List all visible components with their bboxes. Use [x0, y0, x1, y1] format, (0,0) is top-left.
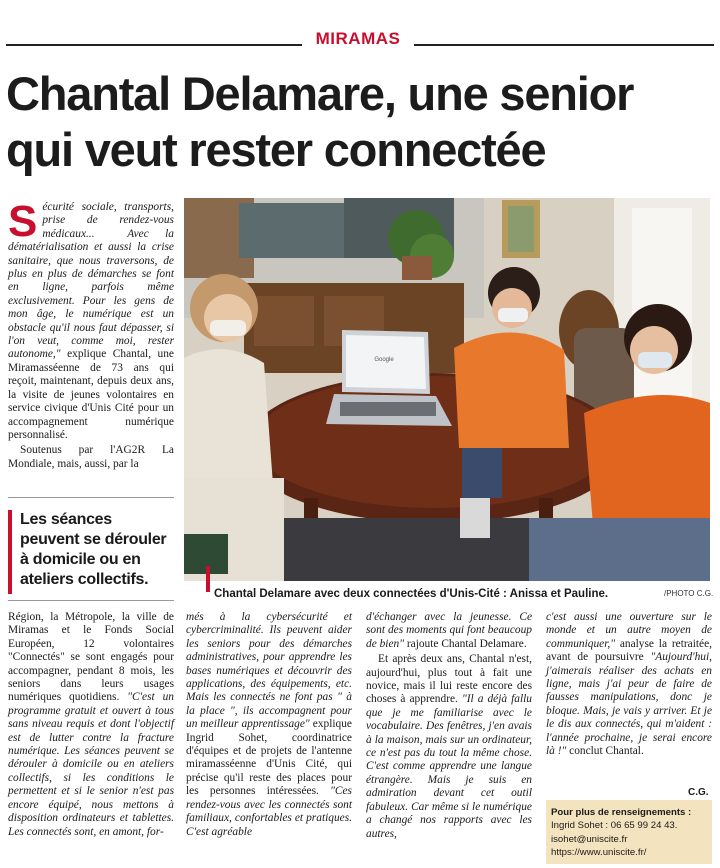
column-4-text-a: c'est aussi une ouverture sur le monde et un autre moyen de communiquer," — [546, 611, 712, 650]
lead-text-3: explique Chantal, une Miramasséenne de 73 ans qui reçoit, maintenant, depuis deux ans, la visite de jeunes volontaires en service civique d'Unis Cité pour un accompagnement numérique personnalisé. — [8, 348, 174, 441]
author-signature: C.G. — [688, 787, 709, 798]
column-1-text-b: "C'est un programme gratuit et ouvert à tous sans niveau requis et dont l'objectif est de lutter contre la fracture numérique. Les séances peuvent se dérouler à domicile ou en ateliers collectifs, si les conditions le permettent et si le senior n'est pas encore équipé, nous mettons à disposition ordinateurs et tablettes. Les connectés sont, en amont, for- — [8, 691, 174, 838]
info-box-email[interactable]: isohet@uniscite.fr — [551, 833, 628, 845]
section-rule-right — [414, 44, 714, 46]
info-box-title: Pour plus de renseignements : — [551, 807, 692, 818]
column-2-text-c: "Ces rendez-vous avec les connectés sont familiaux, confortables et pratiques. C'est agréable — [186, 785, 352, 838]
column-1-text-a: Région, la Métropole, la ville de Miramas et le Fonds Social Européen, 12 volontaires "Connectés" se sont engagés pour accompagner, pendant 8 mois, les seniors dans leurs usages numériques quotidiens. — [8, 611, 174, 704]
lead-text-4: Soutenus par l'AG2R La Mondiale, mais, aussi, par la — [8, 444, 174, 470]
info-box — [546, 800, 712, 864]
dropcap: S — [8, 197, 38, 246]
caption-bar — [206, 566, 210, 592]
column-4-text-b: analyse la retraitée, avant de poursuivre — [546, 637, 712, 664]
lead-quote: Avec la dématérialisation et aussi la crise sanitaire, que nous traversons, de plus en plus de démarches se font en ligne, parfois même exclusivement. Pour les gens de mon âge, le numérique est un obstacle qu'il nous faut dépasser, si l'on veut, comme moi, rester autonome," — [8, 227, 174, 361]
column-2-text-a: més à la cybersécurité et cybercriminalité. Ils peuvent aider les seniors pour des démarches administratives, pour apprendre les bases numériques et découvrir des applications, des équipements, etc. Mais les connectés ne font pas " à la place ", ils accompagnent pour un meilleur apprentissage" — [186, 611, 352, 731]
column-3 — [366, 611, 532, 841]
photo-caption: Chantal Delamare avec deux connectées d'Unis-Cité : Anissa et Pauline. — [214, 588, 609, 600]
column-2-text-b: explique Ingrid Sohet, coordinatrice d'équipes et de projets de l'antenne miramasséenne d'Unis Cité, qui précise qu'il reste des places pour les personnes intéressées. — [186, 718, 352, 798]
photo-credit: /PHOTO C.G. — [664, 589, 714, 598]
column-3-text-c: Et après deux ans, Chantal n'est, aujourd'hui, plus tout à fait une novice, mais il lui reste encore des choses à apprendre. — [366, 653, 532, 706]
headline-line-1: Chantal Delamare, une senior — [6, 67, 634, 120]
column-1 — [8, 611, 174, 839]
column-2 — [186, 611, 352, 839]
info-box-url[interactable]: https://www.uniscite.fr/ — [551, 847, 647, 859]
section-label: MIRAMAS — [315, 29, 401, 48]
column-3-text-d: "Il a déjà fallu que je me familiarise avec le vocabulaire. Des fenêtres, j'en avais à la maison, mais sur un ordinateur, ce n'est pas du tout la même chose. C'est comme apprendre une langue étrangère. Mais je suis en admiration devant cet outil fabuleux. Car même si le numérique a changé nos rapports avec les autres, — [366, 693, 532, 840]
pullquote — [8, 506, 174, 596]
lead-text-1: écurité sociale, transports, prise de rendez-vous médicaux... — [42, 201, 174, 240]
section-rule-left — [6, 44, 302, 46]
laptop-screen-text: Google — [374, 357, 394, 363]
pullquote-rule-bottom — [8, 600, 174, 601]
pullquote-bar — [8, 510, 12, 594]
info-box-contact: Ingrid Sohet : 06 65 99 24 43. — [551, 820, 678, 832]
headline — [6, 66, 718, 178]
column-4 — [546, 611, 712, 758]
headline-line-2: qui veut rester connectée — [6, 123, 546, 176]
column-4-text-c: "Aujourd'hui, j'aimerais réaliser des achats en ligne, mais j'ai peur de faire de fausses manipulations, donc je bloque. Mais, je vais y arriver. Et je le dis aux connectés, qui m'aident : l'année prochaine, je serai encore là !" — [546, 651, 712, 758]
column-3-text-a: d'échanger avec la jeunesse. Ce sont des moments qui font beaucoup de bien" — [366, 611, 532, 650]
column-3-text-b: rajoute Chantal Delamare. — [404, 637, 527, 650]
column-4-text-d: conclut Chantal. — [566, 745, 644, 758]
pullquote-rule-top — [8, 497, 174, 498]
lead-column — [8, 197, 174, 471]
pullquote-text: Les séances peuvent se dérouler à domicile ou en ateliers collectifs. — [20, 511, 167, 588]
photo-illustration — [184, 198, 710, 581]
article-photo — [184, 198, 710, 581]
